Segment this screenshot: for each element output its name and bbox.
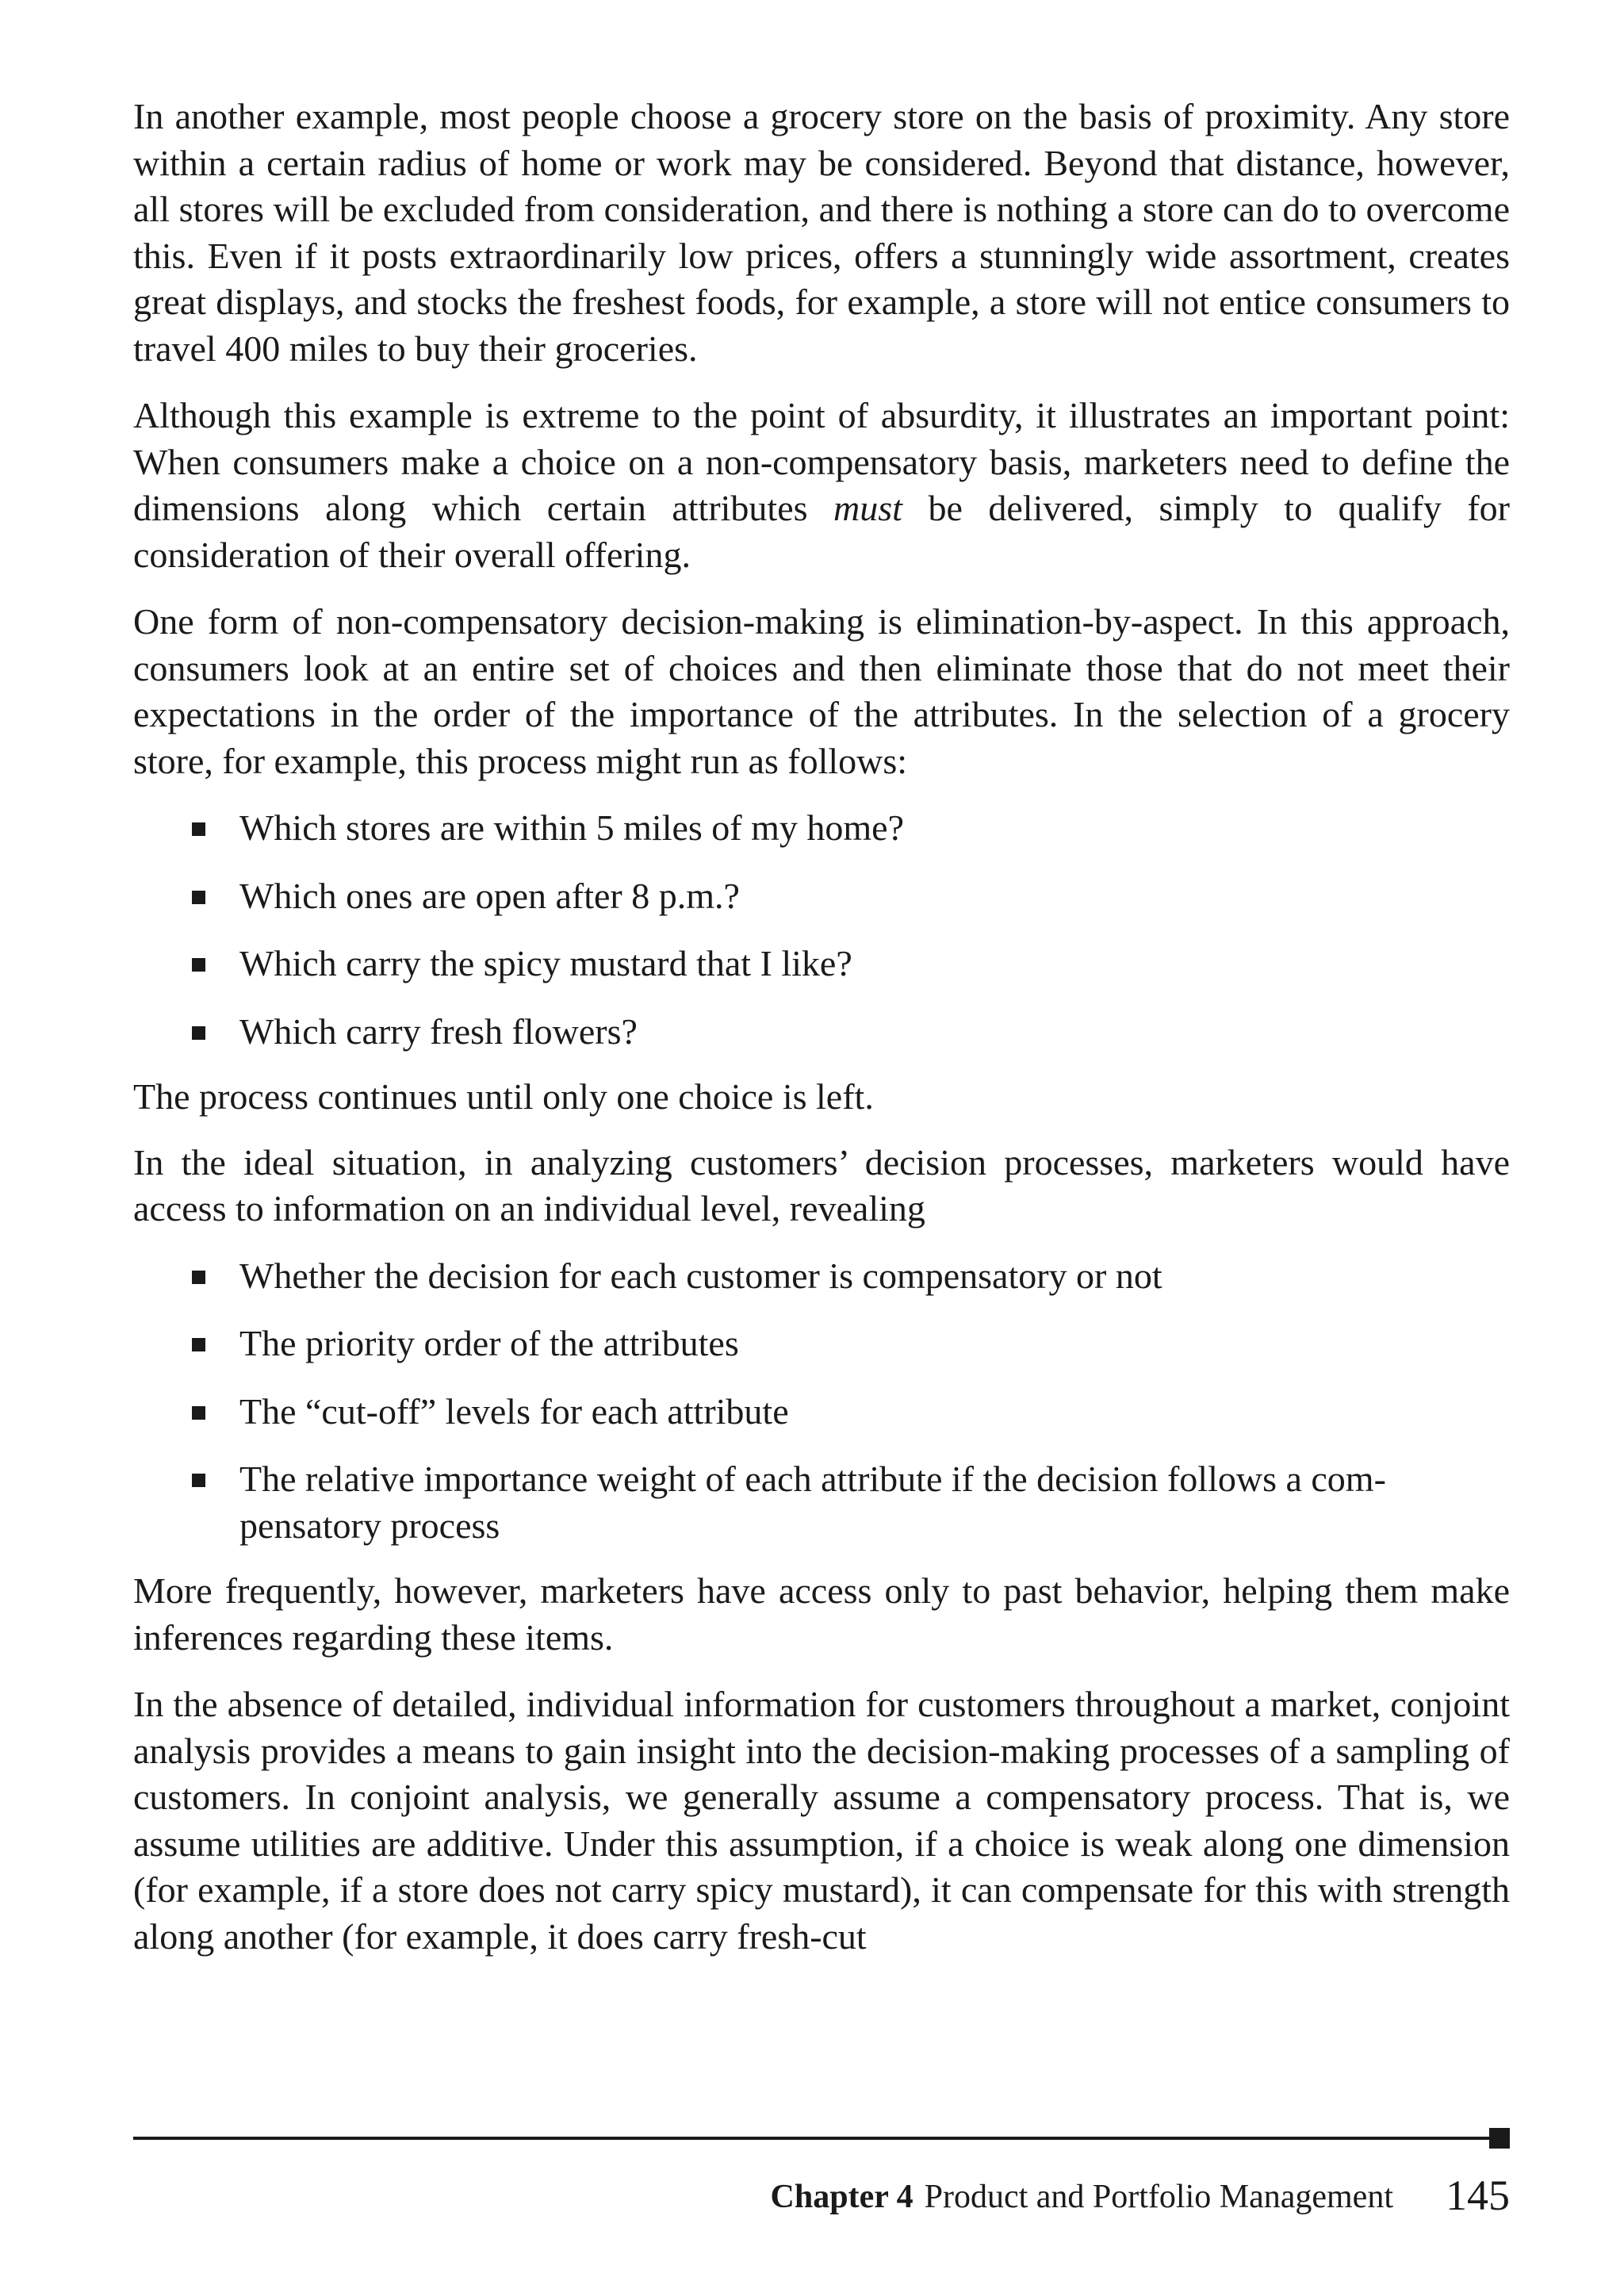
list-item [239,1456,1510,1549]
individual-info-list [133,1253,1510,1550]
list-item-text: The priority order of the attributes [239,1323,739,1363]
list-item [239,941,1510,987]
list-item-text: The “cut-off” levels for each attribute [239,1390,789,1432]
running-footer [771,2172,1510,2221]
bullet-square-icon [192,822,205,836]
paragraph-conjoint-analysis: In the absence of detailed, individual information for customers throughout a market, conjoint analysis provides a means to gain insight into the decision-making processes of a sampling of customers. In conjoint analysis, we generally assume a compensatory process. That is, we assume utilities are additive. Under this assumption, if a choice is weak along one dimension (for example, if a store does not carry spicy mustard), it can compensate for this with strength along another (for example, it does carry fresh-cut [133,1684,1510,1957]
bullet-square-icon [192,1271,205,1284]
list-item-text: Which carry fresh flowers? [239,1010,638,1052]
paragraph-proximity: In another example, most people choose a grocery store on the basis of proximity. Any store within a certain radius of home or work may be considered. Beyond that distance, however, all stores will be excluded from consideration, and there is nothing a store can do to overcome this. Even if it posts extraordinarily low prices, offers a stunningly wide assortment, creates great displays, and stocks the freshest foods, for example, a store will not entice consumers to travel 400 miles to buy their groceries. [133,96,1510,369]
chapter-label: Chapter 4 [770,2179,914,2215]
paragraph-past-behavior: More frequently, however, marketers have access only to past behavior, helping them make inferences regarding these items. [133,1570,1510,1658]
list-item [239,805,1510,852]
list-item-text: Whether the decision for each customer is compensatory or not [239,1255,1162,1296]
elimination-questions-list [133,805,1510,1055]
chapter-title: Product and Portfolio Management [924,2179,1393,2215]
bullet-square-icon [192,958,205,972]
list-item [239,873,1510,920]
paragraph-elimination-by-aspect: One form of non-compensatory decision-making is elimination-by-aspect. In this approach, consumers look at an entire set of choices and then eliminate those that do not meet their expectations in the order of the importance of the attributes. In the selection of a grocery store, for example, this process might run as follows: [133,601,1510,781]
paragraph-non-compensatory [133,393,1510,578]
list-item [239,1389,1510,1436]
bullet-square-icon [192,1474,205,1487]
bullet-square-icon [192,891,205,904]
bullet-square-icon [192,1026,205,1040]
footer-square-icon [1489,2128,1510,2149]
emphasis-must: must [833,488,902,528]
bullet-square-icon [192,1338,205,1351]
list-item [239,1009,1510,1056]
list-item-text: The relative importance weight of each attribute if the decision follows a compensatory process [239,1459,1386,1546]
page-body [133,94,1510,1980]
paragraph-process-continues: The process continues until only one choice is left. [133,1076,874,1117]
paragraph-text: be delivered, simply to qualify for consideration of their overall offering. [133,488,1510,575]
bullet-square-icon [192,1406,205,1420]
page-number: 145 [1446,2172,1510,2219]
list-item-text: Which stores are within 5 miles of my home? [239,807,905,848]
list-item-text: Which carry the spicy mustard that I like? [239,943,852,983]
footer-rule [133,2137,1505,2140]
list-item [239,1321,1510,1367]
paragraph-text: Although this example is extreme to the point of absurdity, it illustrates an important point: When consumers make a choice on a non-compensatory basis, marketers need to define the dimensions along which certain attributes [133,395,1510,528]
list-item-text: Which ones are open after 8 p.m.? [239,875,740,916]
paragraph-ideal-situation: In the ideal situation, in analyzing customers’ decision processes, marketers would have access to information on an individual level, revealing [133,1141,1510,1229]
list-item [239,1253,1510,1300]
